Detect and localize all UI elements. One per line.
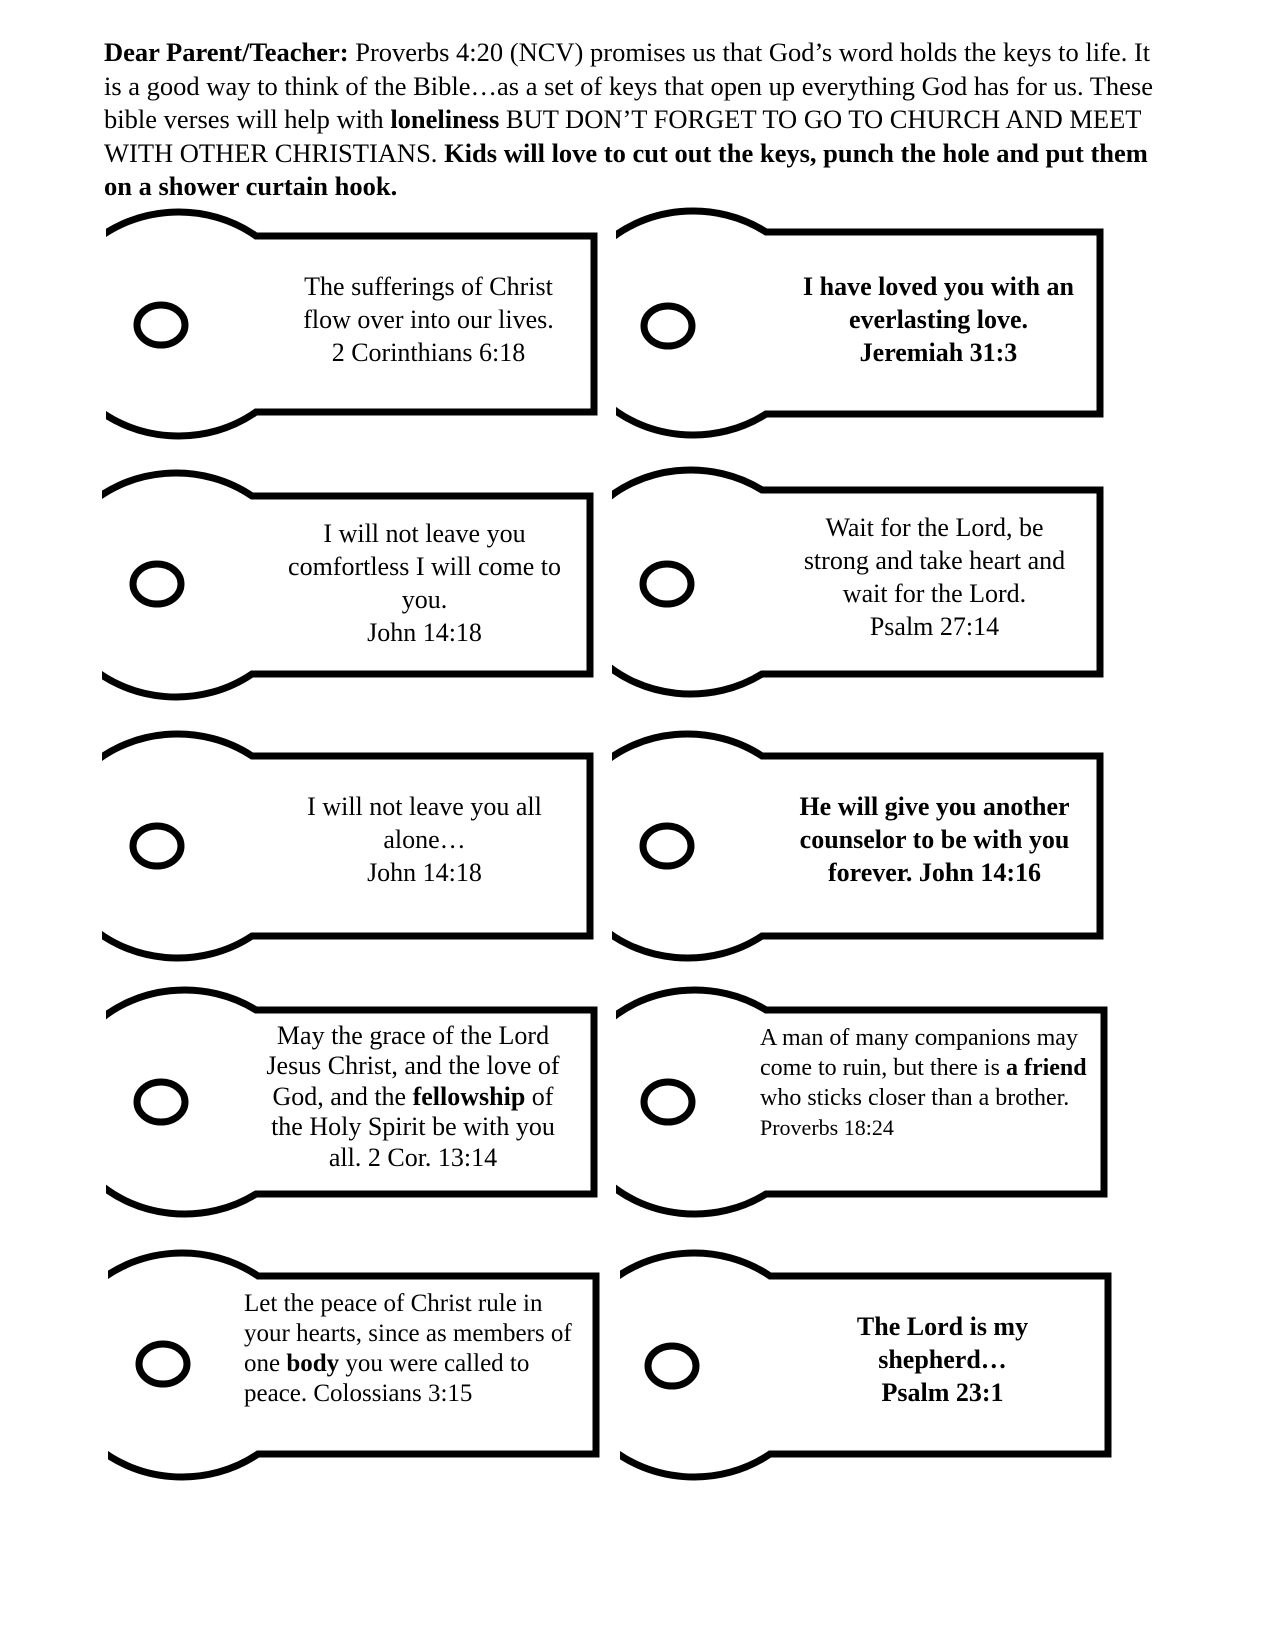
- key-card-2: [616, 202, 1126, 452]
- key-hole-icon: [644, 1082, 692, 1122]
- key-verse: The sufferings of Christ flow over into our lives. 2 Corinthians 6:18: [303, 271, 554, 367]
- key-verse: A man of many companions may come to ruin, but there is a friend who sticks closer than a brother. Proverbs 18:24: [760, 1025, 1087, 1140]
- key-verse: He will give you another counselor to be with you forever. John 14:16: [799, 791, 1070, 887]
- key-hole-icon: [648, 1346, 696, 1386]
- intro-emphasis-instructions: Kids will love to cut out the keys, punch the hole and put them on a shower curtain hook.: [104, 137, 1148, 201]
- key-hole-icon: [644, 306, 692, 346]
- key-verse: I will not leave you all alone… John 14:18: [307, 791, 542, 887]
- key-card-10: [620, 1242, 1130, 1492]
- intro-emphasis-loneliness: loneliness: [390, 104, 500, 134]
- intro-text-1: Proverbs 4:20 (NCV) promises us that God’s word holds the keys to life. It is a good way to think of the Bible…as a set of keys that open up everything God has for us. These bible verses will help with: [104, 37, 1154, 134]
- key-verse: I will not leave you comfortless I will come to you. John 14:18: [288, 519, 561, 647]
- key-card-4: [612, 460, 1122, 710]
- key-hole-icon: [137, 1082, 185, 1122]
- key-verse: Wait for the Lord, be strong and take heart and wait for the Lord. Psalm 27:14: [803, 513, 1066, 641]
- key-verse: May the grace of the Lord Jesus Christ, and the love of God, and the fellowship of the Holy Spirit be with you all. 2 Cor. 13:14: [266, 1020, 560, 1172]
- key-card-8: [616, 980, 1126, 1230]
- key-hole-icon: [643, 826, 691, 866]
- intro-paragraph: [104, 36, 1164, 204]
- key-card-3: [102, 460, 612, 710]
- key-hole-icon: [133, 826, 181, 866]
- intro-greeting: Dear Parent/Teacher:: [104, 37, 349, 67]
- key-verse: I have loved you with an everlasting love. Jeremiah 31:3: [803, 271, 1074, 367]
- key-card-1: [106, 202, 616, 452]
- key-hole-icon: [643, 564, 691, 604]
- key-card-9: [108, 1242, 618, 1492]
- key-card-5: [102, 722, 612, 972]
- key-card-6: [612, 722, 1122, 972]
- key-verse: The Lord is my shepherd… Psalm 23:1: [856, 1311, 1029, 1407]
- key-card-7: [106, 980, 616, 1230]
- key-hole-icon: [139, 1344, 187, 1384]
- intro-text-2: BUT DON’T FORGET TO GO TO CHURCH AND MEET WITH OTHER CHRISTIANS.: [104, 104, 1142, 168]
- key-verse: Let the peace of Christ rule in your hearts, since as members of one body you were called to peace. Colossians 3:15: [244, 1290, 572, 1407]
- key-hole-icon: [137, 305, 185, 345]
- key-hole-icon: [133, 564, 181, 604]
